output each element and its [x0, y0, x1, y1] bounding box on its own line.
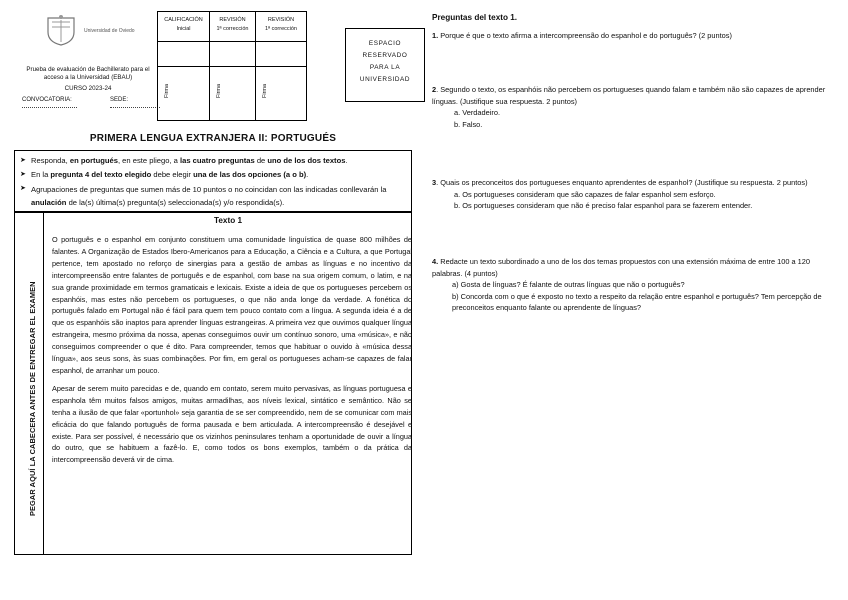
- firma-label: Firma: [164, 83, 170, 98]
- instructions-box: [14, 150, 412, 212]
- instruction-1-bold: en portugués: [69, 156, 118, 165]
- sede-field[interactable]: [110, 107, 160, 108]
- reserved-line-3: PARA LA: [369, 64, 401, 71]
- exam-title: Prueba de evaluación de Bachillerato para el acceso a la Universidad (EBAU): [26, 66, 150, 81]
- grading-col2-title: REVISIÓN: [219, 17, 246, 23]
- text-paragraph-2: Apesar de serem muito parecidas e de, quando em contato, serem muito pervasivas, as línguas portuguesa e espanhola têm muitos falsos amigos, muitas armadilhas, aos níveis lexical, sintático e semântico. Não se tenha a ilusão de que falar «portunhol» seja garantia de se ser compreendido, nem de se comunicar com mais eficácia do que falando português de forma pausada e bem articulada. A intercompreensão é desejável e existe. Para ser possível, é necessário que os vizinhos peninsulares tenham a oportunidade de ouvir a língua do outro, que se habituem a fazê-lo. E, como todos os bons exemplos, também o da prática da intercompreensão deverá vir de cima.: [52, 383, 412, 465]
- university-name: Universidad de Oviedo: [84, 28, 135, 34]
- instruction-1-bold: las cuatro preguntas: [180, 156, 255, 165]
- question-2-option-a: a. Verdadeiro.: [454, 108, 501, 117]
- instruction-3-bold: anulación: [31, 197, 67, 207]
- instruction-2-text: .: [306, 170, 309, 179]
- arrow-bullet-icon: ➤: [20, 157, 26, 164]
- question-3-option-b: b. Os portugueses consideram que não é preciso falar espanhol para se fazerem entender.: [454, 201, 753, 210]
- question-2-option-b: b. Falso.: [454, 119, 483, 129]
- instruction-1-bold: uno de los dos textos: [267, 156, 346, 165]
- arrow-bullet-icon: ➤: [20, 185, 26, 192]
- convocatoria-field[interactable]: [22, 107, 77, 108]
- grading-col2-subtitle: 1ª corrección: [216, 26, 249, 32]
- grading-col3-title: REVISIÓN: [267, 17, 295, 23]
- grid-divider: [256, 66, 306, 67]
- text-title: Texto 1: [213, 216, 243, 225]
- university-crest-icon: [42, 14, 80, 46]
- question-3: [432, 177, 832, 212]
- grid-divider: [158, 41, 209, 42]
- question-3-option-a: a. Os portugueses consideram que são capazes de falar espanhol sem esforço.: [454, 189, 716, 199]
- grid-divider: [256, 41, 306, 42]
- instruction-1: [31, 156, 348, 165]
- question-2-number: 2: [432, 85, 437, 94]
- reserved-line-4: UNIVERSIDAD: [359, 76, 411, 83]
- grid-divider: [210, 41, 255, 42]
- question-4-option-b: b) Concorda com o que é exposto no texto a respeito da relação entre espanhol e português? Tem percepção de preconceitos enquanto falante ou aprendente de línguas?: [452, 291, 822, 312]
- question-4: [432, 256, 832, 314]
- grading-col3-subtitle: 1ª corrección: [265, 26, 297, 32]
- grading-grid: [157, 11, 307, 121]
- grading-column-initial: [158, 12, 210, 120]
- instruction-1-text: .: [345, 156, 348, 165]
- question-2-text: . Segundo o texto, os espanhóis não percebem os portugueses quando falam e também não são capazes de aprender línguas. (Justifique sua respuesta. 2 puntos): [432, 85, 826, 106]
- convocatoria-label: CONVOCATORIA:: [22, 97, 72, 103]
- question-3-text: . Quais os preconceitos dos portugueses enquanto aprendentes de espanhol? (Justifique su respuesta. 2 puntos): [436, 178, 808, 187]
- question-1-text: Porque é que o texto afirma a intercompreensão do espanhol e do português? (2 puntos): [438, 31, 732, 40]
- question-3-number: 3: [432, 178, 437, 187]
- university-logo: [38, 14, 148, 48]
- instruction-3-text: Agrupaciones de preguntas que sumen más de 10 puntos o no coincidan con las indicadas conllevarán la: [31, 185, 387, 194]
- question-4-text: Redacte un texto subordinado a uno de los dos temas propuestos con una extensión máxima de entre 100 a 120 palabras. (4 puntos): [432, 257, 811, 278]
- instruction-1-text: , en este pliego, a: [117, 156, 181, 165]
- arrow-bullet-icon: ➤: [20, 171, 26, 178]
- grading-column-revision-1: [210, 12, 256, 120]
- course-year: CURSO 2023-24: [64, 85, 112, 92]
- question-1-number: 1.: [432, 31, 439, 40]
- grading-col1-subtitle: Inicial: [176, 26, 191, 32]
- instruction-2-text: debe elegir: [151, 170, 194, 179]
- question-2: [432, 84, 832, 130]
- sede-label: SEDE:: [110, 97, 129, 103]
- subject-title: PRIMERA LENGUA EXTRANJERA II: PORTUGUÉS: [89, 133, 337, 144]
- instruction-2-bold: una de las dos opciones (a o b): [193, 170, 307, 179]
- firma-label: Firma: [262, 83, 268, 98]
- instruction-3: [31, 184, 405, 209]
- firma-label: Firma: [216, 83, 222, 98]
- grid-divider: [158, 66, 209, 67]
- instruction-1-text: de: [254, 156, 268, 165]
- grading-col1-title: CALIFICACIÓN: [164, 17, 203, 23]
- instruction-3-text: de la(s) última(s) pregunta(s) seleccionada(s) y/o respondida(s).: [66, 197, 285, 207]
- side-label: PEGAR AQUÍ LA CABECERA ANTES DE ENTREGAR EL EXAMEN: [28, 281, 37, 516]
- question-4-number: 4.: [432, 257, 439, 266]
- questions-title: Preguntas del texto 1.: [432, 13, 518, 22]
- instruction-2: [31, 170, 308, 179]
- question-4-option-a: a) Gosta de línguas? É falante de outras línguas que não o português?: [452, 280, 685, 289]
- grading-column-revision-2: [256, 12, 306, 120]
- instruction-2-bold: pregunta 4 del texto elegido: [50, 170, 152, 179]
- reserved-line-2: RESERVADO: [362, 52, 408, 59]
- text-paragraph-1: O português e o espanhol em conjunto constituem uma comunidade linguística de quase 800 milhões de falantes. A Organização de Estados Ibero-Americanos para a Educação, a Ciência e a Cultura, a que Portugal pertence, tem apostado no reforço de sinergias para a gestão de ambas as línguas e no incentivo da intercompreensão entre falantes de português e de espanhol, com base na sua origem comum, o latim, e na sua grande proximidade em termos gramaticais e lexicais. Existe a ideia de que os portugueses percebem os espanhóis, mas estes não percebem os portugueses, o que não anda longe da verdade. A fonética do português falado em Portugal não é fácil para quem tem pouco contato com a língua. A segunda ideia é a de que os espanhóis são inaptos para aprender línguas estrangeiras. A primeira vez que ouvimos qualquer língua estrangeira, mesmo próxima da nossa, apenas conseguimos ouvir um contínuo sonoro, uma «música», e não conseguimos compreender o que é dito. Para compreender, temos que habituar o ouvido à «música dessa língua», aos seus sons, às suas combinações. Por fim, em geral os portugueses acham-se capazes de falar espanhol, de arranhar um pouco.: [52, 235, 412, 375]
- reserved-space-box: [345, 28, 425, 102]
- text-body: [52, 234, 412, 472]
- reserved-line-1: ESPACIO: [368, 40, 402, 47]
- grid-divider: [210, 66, 255, 67]
- instruction-2-text: En la: [31, 170, 51, 179]
- question-1: [432, 30, 832, 42]
- instruction-1-text: Responda,: [31, 156, 70, 165]
